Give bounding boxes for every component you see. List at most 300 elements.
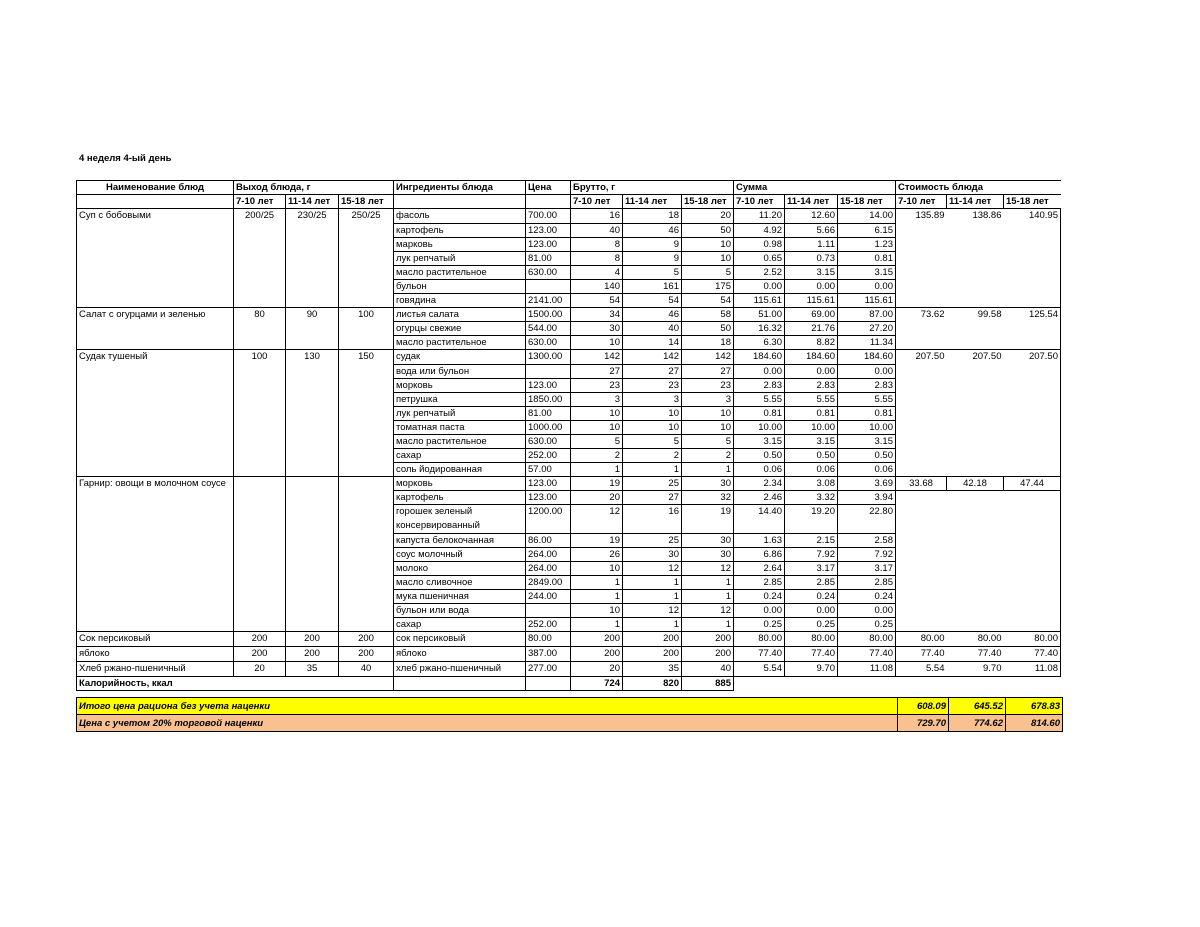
- ingredient-price: 700.00: [526, 209, 571, 224]
- ingredient-name: хлеб ржано-пшеничный: [394, 662, 526, 677]
- brutto-age2: 5: [623, 434, 682, 448]
- ingredient-price: [526, 364, 571, 378]
- ingredient-name: масло сливочное: [394, 576, 526, 590]
- dish-cost-age2: [947, 448, 1004, 462]
- sum-age2: 9.70: [785, 662, 838, 677]
- sum-age2: 0.00: [785, 364, 838, 378]
- dish-name: [77, 223, 234, 237]
- ingredient-price: 1200.00: [526, 505, 571, 534]
- output-age3: [339, 548, 394, 562]
- table-row: [77, 265, 1061, 279]
- dish-name: [77, 618, 234, 632]
- total-age1: 608.09: [898, 698, 949, 715]
- ingredient-name: картофель: [394, 491, 526, 505]
- sum-age3: 7.92: [838, 548, 896, 562]
- brutto-age2: 40: [623, 322, 682, 336]
- brutto-age3: 142: [682, 350, 734, 365]
- output-age3: 200: [339, 632, 394, 647]
- brutto-age1: 54: [571, 293, 623, 307]
- brutto-age1: 16: [571, 209, 623, 224]
- sum-age1: 0.50: [734, 448, 785, 462]
- dish-cost-age3: [1004, 265, 1061, 279]
- brutto-age1: 200: [571, 647, 623, 662]
- sum-age3: 0.24: [838, 590, 896, 604]
- brutto-age3: 27: [682, 364, 734, 378]
- brutto-age2: 14: [623, 336, 682, 350]
- table-row: [77, 562, 1061, 576]
- brutto-age2: 27: [623, 364, 682, 378]
- dish-cost-age1: [896, 406, 947, 420]
- output-age2: 200: [286, 647, 339, 662]
- output-age2: 90: [286, 307, 339, 322]
- dish-cost-age2: [947, 392, 1004, 406]
- table-row: [77, 647, 1061, 662]
- brutto-age3: 54: [682, 293, 734, 307]
- header-sum: Сумма: [734, 181, 896, 195]
- sum-age2: 5.55: [785, 392, 838, 406]
- brutto-age1: 1: [571, 618, 623, 632]
- table-row: [77, 350, 1061, 365]
- sum-age2: 3.08: [785, 476, 838, 491]
- ingredient-name: яблоко: [394, 647, 526, 662]
- sum-age3: 80.00: [838, 632, 896, 647]
- brutto-age2: 142: [623, 350, 682, 365]
- brutto-age3: 40: [682, 662, 734, 677]
- dish-cost-age1: [896, 293, 947, 307]
- header-brutto-age1: 7-10 лет: [571, 195, 623, 209]
- dish-cost-age1: [896, 618, 947, 632]
- sum-age2: 12.60: [785, 209, 838, 224]
- sum-age3: 27.20: [838, 322, 896, 336]
- sum-age3: 3.94: [838, 491, 896, 505]
- dish-name: [77, 420, 234, 434]
- ingredient-name: масло растительное: [394, 434, 526, 448]
- table-row: [77, 618, 1061, 632]
- sum-age2: 5.66: [785, 223, 838, 237]
- ingredient-name: лук репчатый: [394, 251, 526, 265]
- dish-cost-age3: [1004, 322, 1061, 336]
- sum-age3: 2.85: [838, 576, 896, 590]
- ingredient-price: 264.00: [526, 562, 571, 576]
- table-row: [77, 662, 1061, 677]
- table-row: [77, 448, 1061, 462]
- table-row: [77, 322, 1061, 336]
- brutto-age1: 40: [571, 223, 623, 237]
- dish-cost-age3: [1004, 548, 1061, 562]
- dish-name: Гарнир: овощи в молочном соусе: [77, 476, 234, 491]
- brutto-age2: 46: [623, 223, 682, 237]
- brutto-age2: 3: [623, 392, 682, 406]
- dish-name: [77, 265, 234, 279]
- brutto-age2: 10: [623, 420, 682, 434]
- brutto-age1: 5: [571, 434, 623, 448]
- header-output: Выход блюда, г: [234, 181, 394, 195]
- dish-cost-age1: [896, 548, 947, 562]
- ingredient-price: 123.00: [526, 476, 571, 491]
- dish-cost-age3: [1004, 237, 1061, 251]
- table-row: [77, 392, 1061, 406]
- sum-age1: 6.30: [734, 336, 785, 350]
- brutto-age1: 19: [571, 534, 623, 548]
- dish-name: [77, 534, 234, 548]
- sum-age2: 0.00: [785, 604, 838, 618]
- table-row: [77, 534, 1061, 548]
- brutto-age1: 3: [571, 392, 623, 406]
- dish-cost-age3: 125.54: [1004, 307, 1061, 322]
- ingredient-price: 244.00: [526, 590, 571, 604]
- dish-name: [77, 548, 234, 562]
- ingredient-price: 81.00: [526, 406, 571, 420]
- sum-age1: 0.81: [734, 406, 785, 420]
- dish-cost-age3: [1004, 223, 1061, 237]
- dish-cost-age2: 77.40: [947, 647, 1004, 662]
- sum-age3: 0.00: [838, 279, 896, 293]
- sum-age1: 0.00: [734, 604, 785, 618]
- output-age2: [286, 448, 339, 462]
- dish-cost-age3: [1004, 406, 1061, 420]
- dish-cost-age1: [896, 378, 947, 392]
- sum-age3: 14.00: [838, 209, 896, 224]
- dish-cost-age2: [947, 548, 1004, 562]
- ingredient-name: морковь: [394, 476, 526, 491]
- brutto-age3: 19: [682, 505, 734, 534]
- dish-name: [77, 491, 234, 505]
- ingredient-name: вода или бульон: [394, 364, 526, 378]
- dish-name: Сок персиковый: [77, 632, 234, 647]
- ingredient-name: соль йодированная: [394, 462, 526, 476]
- output-age3: [339, 237, 394, 251]
- sum-age2: 0.25: [785, 618, 838, 632]
- header-ingredients: Ингредиенты блюда: [394, 181, 526, 195]
- brutto-age2: 23: [623, 378, 682, 392]
- output-age2: [286, 590, 339, 604]
- brutto-age1: 10: [571, 562, 623, 576]
- sum-age2: 10.00: [785, 420, 838, 434]
- sum-age3: 77.40: [838, 647, 896, 662]
- ingredient-price: 123.00: [526, 237, 571, 251]
- sum-age3: 11.34: [838, 336, 896, 350]
- brutto-age3: 1: [682, 618, 734, 632]
- brutto-age2: 16: [623, 505, 682, 534]
- dish-name: [77, 392, 234, 406]
- brutto-age3: 5: [682, 434, 734, 448]
- sum-age1: 0.06: [734, 462, 785, 476]
- brutto-age3: 18: [682, 336, 734, 350]
- dish-cost-age1: [896, 505, 947, 534]
- table-row: [77, 307, 1061, 322]
- output-age1: [234, 562, 286, 576]
- table-row: [77, 576, 1061, 590]
- calories-age2: 820: [623, 677, 682, 691]
- ingredient-price: [526, 604, 571, 618]
- dish-cost-age3: [1004, 462, 1061, 476]
- dish-cost-age3: 140.95: [1004, 209, 1061, 224]
- sum-age1: 2.46: [734, 491, 785, 505]
- ingredient-price: 123.00: [526, 378, 571, 392]
- output-age1: [234, 293, 286, 307]
- output-age1: [234, 265, 286, 279]
- ingredient-name: сок персиковый: [394, 632, 526, 647]
- brutto-age2: 161: [623, 279, 682, 293]
- dish-cost-age2: [947, 364, 1004, 378]
- dish-cost-age1: 73.62: [896, 307, 947, 322]
- output-age3: [339, 590, 394, 604]
- sum-age2: 3.15: [785, 434, 838, 448]
- output-age2: [286, 505, 339, 534]
- brutto-age3: 10: [682, 251, 734, 265]
- dish-name: [77, 336, 234, 350]
- sum-age1: 115.61: [734, 293, 785, 307]
- dish-cost-age2: [947, 293, 1004, 307]
- dish-cost-age2: [947, 534, 1004, 548]
- ingredient-name: огурцы свежие: [394, 322, 526, 336]
- ingredient-name: лук репчатый: [394, 406, 526, 420]
- dish-cost-age3: [1004, 505, 1061, 534]
- total-label: Итого цена рациона без учета наценки: [77, 698, 898, 715]
- sum-age1: 1.63: [734, 534, 785, 548]
- ingredient-price: 630.00: [526, 434, 571, 448]
- sum-age2: 0.50: [785, 448, 838, 462]
- sum-age1: 14.40: [734, 505, 785, 534]
- brutto-age1: 4: [571, 265, 623, 279]
- dish-cost-age1: 207.50: [896, 350, 947, 365]
- output-age2: [286, 279, 339, 293]
- output-age1: [234, 476, 286, 491]
- ingredient-price: 86.00: [526, 534, 571, 548]
- output-age1: [234, 420, 286, 434]
- brutto-age3: 3: [682, 392, 734, 406]
- ingredient-name: томатная паста: [394, 420, 526, 434]
- output-age2: [286, 618, 339, 632]
- brutto-age2: 10: [623, 406, 682, 420]
- header-cost-age2: 11-14 лет: [947, 195, 1004, 209]
- output-age1: [234, 237, 286, 251]
- dish-cost-age1: [896, 590, 947, 604]
- sum-age3: 0.81: [838, 251, 896, 265]
- ingredient-price: 1300.00: [526, 350, 571, 365]
- brutto-age3: 1: [682, 462, 734, 476]
- output-age1: [234, 223, 286, 237]
- total-age3: 678.83: [1006, 698, 1063, 715]
- brutto-age3: 5: [682, 265, 734, 279]
- output-age1: [234, 336, 286, 350]
- sum-age2: 77.40: [785, 647, 838, 662]
- table-row: [77, 548, 1061, 562]
- brutto-age2: 2: [623, 448, 682, 462]
- sum-age3: 11.08: [838, 662, 896, 677]
- dish-cost-age3: 47.44: [1004, 476, 1061, 491]
- table-row: [77, 434, 1061, 448]
- sum-age3: 3.15: [838, 265, 896, 279]
- output-age3: [339, 448, 394, 462]
- brutto-age1: 1: [571, 576, 623, 590]
- brutto-age2: 1: [623, 618, 682, 632]
- brutto-age1: 34: [571, 307, 623, 322]
- output-age2: 130: [286, 350, 339, 365]
- dish-name: [77, 462, 234, 476]
- dish-cost-age3: [1004, 251, 1061, 265]
- total-row-no-markup: [77, 698, 1063, 715]
- sum-age2: 2.83: [785, 378, 838, 392]
- dish-cost-age1: [896, 462, 947, 476]
- table-row: [77, 378, 1061, 392]
- sum-age3: 0.81: [838, 406, 896, 420]
- header-output-age3: 15-18 лет: [339, 195, 394, 209]
- dish-cost-age1: 5.54: [896, 662, 947, 677]
- brutto-age1: 27: [571, 364, 623, 378]
- sum-age1: 2.52: [734, 265, 785, 279]
- sum-age1: 77.40: [734, 647, 785, 662]
- menu-body: [77, 209, 1061, 677]
- output-age3: [339, 576, 394, 590]
- output-age2: [286, 604, 339, 618]
- dish-cost-age2: [947, 265, 1004, 279]
- ingredient-price: 81.00: [526, 251, 571, 265]
- header-cost-age1: 7-10 лет: [896, 195, 947, 209]
- brutto-age2: 25: [623, 534, 682, 548]
- brutto-age2: 9: [623, 237, 682, 251]
- output-age3: [339, 223, 394, 237]
- sum-age3: 87.00: [838, 307, 896, 322]
- sum-age1: 184.60: [734, 350, 785, 365]
- brutto-age1: 19: [571, 476, 623, 491]
- brutto-age2: 35: [623, 662, 682, 677]
- dish-cost-age2: [947, 462, 1004, 476]
- output-age3: [339, 562, 394, 576]
- sum-age2: 8.82: [785, 336, 838, 350]
- ingredient-price: 252.00: [526, 618, 571, 632]
- dish-cost-age1: 80.00: [896, 632, 947, 647]
- output-age2: [286, 336, 339, 350]
- ingredient-name: капуста белокочанная: [394, 534, 526, 548]
- dish-cost-age2: [947, 322, 1004, 336]
- brutto-age2: 27: [623, 491, 682, 505]
- brutto-age1: 1: [571, 590, 623, 604]
- sum-age1: 80.00: [734, 632, 785, 647]
- ingredient-name: сахар: [394, 448, 526, 462]
- output-age2: [286, 434, 339, 448]
- ingredient-name: молоко: [394, 562, 526, 576]
- brutto-age1: 30: [571, 322, 623, 336]
- brutto-age3: 1: [682, 590, 734, 604]
- ingredient-name: судак: [394, 350, 526, 365]
- brutto-age3: 23: [682, 378, 734, 392]
- ingredient-price: 123.00: [526, 223, 571, 237]
- dish-cost-age1: [896, 279, 947, 293]
- header-output-age1: 7-10 лет: [234, 195, 286, 209]
- dish-name: яблоко: [77, 647, 234, 662]
- output-age2: [286, 265, 339, 279]
- totals-table: [76, 697, 1063, 732]
- table-row: [77, 364, 1061, 378]
- output-age3: [339, 279, 394, 293]
- output-age2: [286, 462, 339, 476]
- brutto-age3: 10: [682, 420, 734, 434]
- dish-cost-age1: [896, 604, 947, 618]
- dish-cost-age3: [1004, 293, 1061, 307]
- brutto-age2: 200: [623, 632, 682, 647]
- output-age3: [339, 336, 394, 350]
- brutto-age1: 20: [571, 491, 623, 505]
- header-output-age2: 11-14 лет: [286, 195, 339, 209]
- brutto-age1: 20: [571, 662, 623, 677]
- dish-cost-age2: [947, 378, 1004, 392]
- brutto-age3: 12: [682, 562, 734, 576]
- brutto-age2: 12: [623, 562, 682, 576]
- total-age1: 729.70: [898, 715, 949, 732]
- sum-age2: 0.06: [785, 462, 838, 476]
- output-age3: [339, 534, 394, 548]
- sum-age1: 6.86: [734, 548, 785, 562]
- dish-name: [77, 251, 234, 265]
- brutto-age3: 32: [682, 491, 734, 505]
- dish-cost-age1: [896, 434, 947, 448]
- dish-cost-age3: 80.00: [1004, 632, 1061, 647]
- header-price: Цена: [526, 181, 571, 195]
- output-age1: [234, 406, 286, 420]
- dish-cost-age3: [1004, 618, 1061, 632]
- ingredient-price: 1850.00: [526, 392, 571, 406]
- sum-age2: 0.24: [785, 590, 838, 604]
- brutto-age2: 5: [623, 265, 682, 279]
- output-age3: [339, 293, 394, 307]
- brutto-age3: 58: [682, 307, 734, 322]
- sum-age2: 3.17: [785, 562, 838, 576]
- output-age3: [339, 364, 394, 378]
- output-age2: [286, 223, 339, 237]
- brutto-age2: 46: [623, 307, 682, 322]
- sum-age3: 22.80: [838, 505, 896, 534]
- table-row: [77, 251, 1061, 265]
- dish-cost-age1: [896, 265, 947, 279]
- brutto-age2: 25: [623, 476, 682, 491]
- output-age2: [286, 420, 339, 434]
- output-age3: [339, 491, 394, 505]
- dish-cost-age1: 77.40: [896, 647, 947, 662]
- output-age3: [339, 462, 394, 476]
- sum-age2: 115.61: [785, 293, 838, 307]
- header-sum-age1: 7-10 лет: [734, 195, 785, 209]
- dish-cost-age2: [947, 237, 1004, 251]
- header-row-ages: [77, 195, 1061, 209]
- sum-age2: 3.32: [785, 491, 838, 505]
- output-age3: [339, 505, 394, 534]
- header-cost: Стоимость блюда: [896, 181, 1061, 195]
- dish-cost-age2: [947, 336, 1004, 350]
- table-row: [77, 476, 1061, 491]
- dish-cost-age2: 138.86: [947, 209, 1004, 224]
- dish-cost-age1: [896, 491, 947, 505]
- table-row: [77, 293, 1061, 307]
- dish-cost-age3: [1004, 576, 1061, 590]
- dish-name: [77, 576, 234, 590]
- output-age2: [286, 491, 339, 505]
- header-brutto-age3: 15-18 лет: [682, 195, 734, 209]
- ingredient-name: масло растительное: [394, 336, 526, 350]
- sum-age2: 7.92: [785, 548, 838, 562]
- dish-name: [77, 279, 234, 293]
- sum-age1: 51.00: [734, 307, 785, 322]
- dish-cost-age1: [896, 448, 947, 462]
- brutto-age3: 175: [682, 279, 734, 293]
- brutto-age1: 8: [571, 237, 623, 251]
- brutto-age3: 50: [682, 223, 734, 237]
- sum-age2: 0.73: [785, 251, 838, 265]
- sum-age1: 2.85: [734, 576, 785, 590]
- output-age3: [339, 434, 394, 448]
- dish-name: Салат с огурцами и зеленью: [77, 307, 234, 322]
- output-age2: [286, 406, 339, 420]
